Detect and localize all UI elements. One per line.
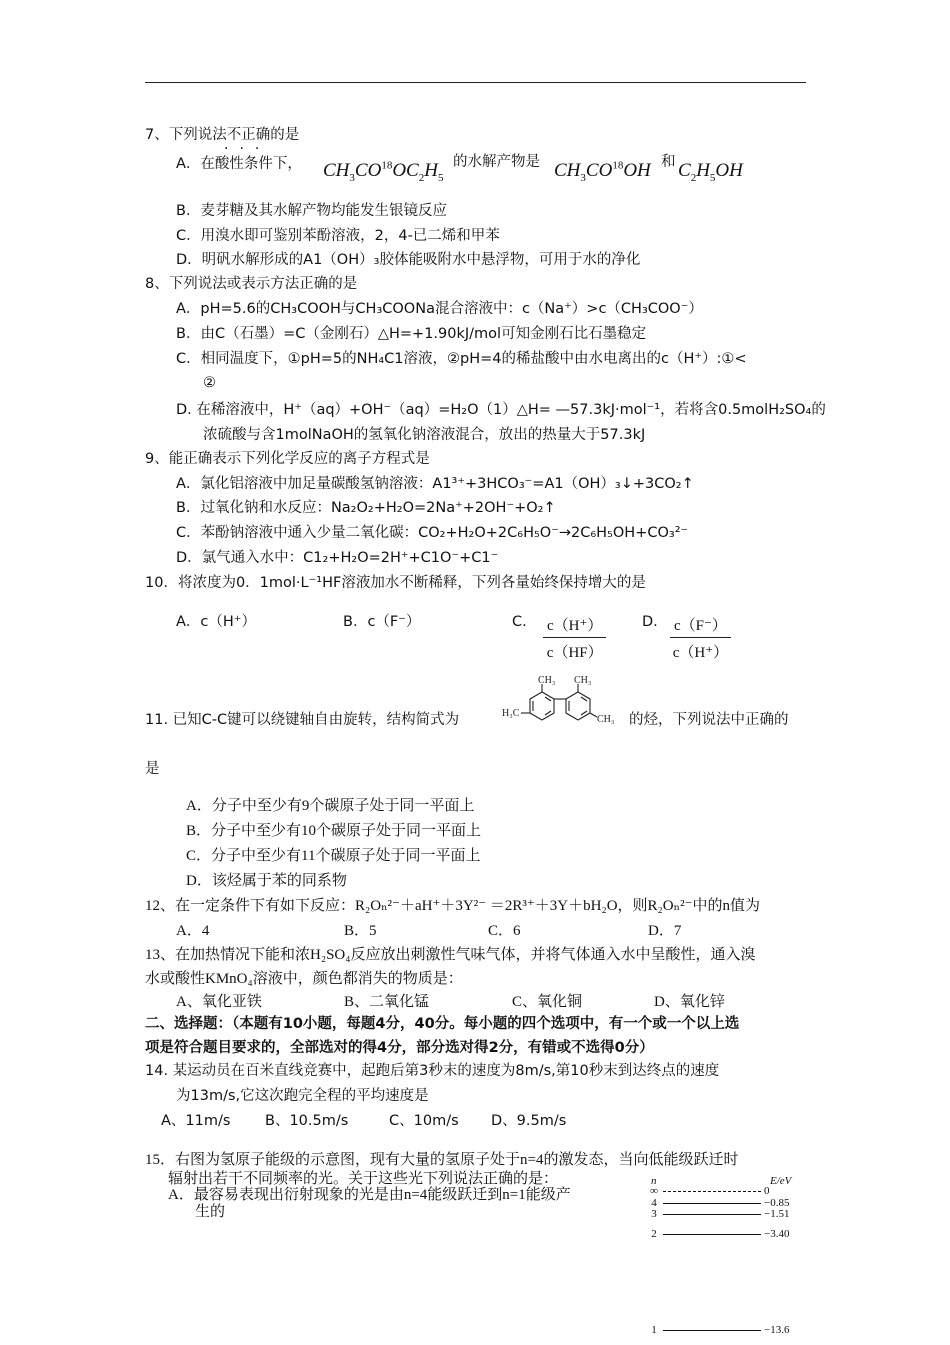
q14-option-c: C、10m/s xyxy=(389,1113,459,1129)
level-line xyxy=(663,1330,761,1331)
level-n: 2 xyxy=(651,1228,657,1240)
q11-option-b: B．分子中至少有10个碳原子处于同一平面上 xyxy=(186,823,482,839)
q10-option-b: B．c（F⁻） xyxy=(343,614,421,630)
energy-e-header: E/eV xyxy=(770,1175,792,1187)
q11-option-a: A．分子中至少有9个碳原子处于同一平面上 xyxy=(186,798,475,814)
energy-level xyxy=(648,1228,808,1240)
q7-option-a-and: 和 xyxy=(661,154,676,170)
q8-option-b: B．由C（石墨）=C（金刚石）△H=+1.90kJ/mol可知金刚石比石墨稳定 xyxy=(176,326,647,342)
q10-option-c-label: C. xyxy=(512,614,527,630)
level-line xyxy=(663,1191,761,1192)
emphasis-dots: ··· xyxy=(224,141,271,157)
q7-option-a-mid: 的水解产物是 xyxy=(453,154,540,170)
q10-option-a: A．c（H⁺） xyxy=(176,614,256,630)
q7-option-d: D．明矾水解形成的A1（OH）₃胶体能吸附水中悬浮物，可用于水的净化 xyxy=(176,252,641,268)
q7-option-b: B．麦芽糖及其水解产物均能发生银镜反应 xyxy=(176,203,447,219)
q9-stem: 9、能正确表示下列化学反应的离子方程式是 xyxy=(145,451,430,467)
level-energy: −3.40 xyxy=(764,1228,790,1240)
q14-stem-line2: 为13m/s,它这次跑完全程的平均速度是 xyxy=(176,1088,429,1104)
header-rule xyxy=(145,82,806,83)
q15-stem-line1: 15．右图为氢原子能级的示意图，现有大量的氢原子处于n=4的激发态，当向低能级跃迁时 xyxy=(145,1152,739,1168)
q12-option-b: B．5 xyxy=(344,923,377,939)
q10-c-numerator: c（H⁺） xyxy=(543,614,606,638)
q10-option-c-fraction xyxy=(543,614,606,662)
hydrogen-energy-diagram xyxy=(648,1175,808,1345)
q13-option-a: A、氧化亚铁 xyxy=(176,994,262,1010)
q14-option-a: A、11m/s xyxy=(161,1113,231,1129)
energy-n-header: n xyxy=(651,1175,657,1187)
level-line xyxy=(663,1203,761,1204)
struct-label-ch3-2: CH₃ xyxy=(574,675,592,686)
q8-option-c-line2: ② xyxy=(203,375,216,391)
q7-option-a-prefix: A．在酸性条件下， xyxy=(176,156,302,172)
q11-stem-suffix: 的烃，下列说法中正确的 xyxy=(629,712,789,728)
energy-level xyxy=(648,1185,808,1197)
q10-option-d-fraction xyxy=(670,614,731,662)
q8-option-c-line1: C．相同温度下，①pH=5的NH₄C1溶液，②pH=4的稀盐酸中由水电离出的c（H⁺）:①< xyxy=(176,351,747,367)
q12-option-d: D．7 xyxy=(648,923,682,939)
q11-stem-tail: 是 xyxy=(145,761,160,777)
q9-option-b: B．过氧化钠和水反应：Na₂O₂+H₂O=2Na⁺+2OH⁻+O₂↑ xyxy=(176,500,556,516)
q15-option-a-line1: A．最容易表现出衍射现象的光是由n=4能级跃迁到n=1能级产 xyxy=(168,1187,571,1203)
level-n: 4 xyxy=(651,1197,657,1209)
energy-level xyxy=(648,1324,808,1336)
section-2-heading-line1: 二、选择题：（本题有10小题，每题4分，40分。每小题的四个选项中，有一个或一个以上选 xyxy=(145,1016,740,1032)
q14-option-b: B、10.5m/s xyxy=(265,1113,349,1129)
q15-option-a-line2: 生的 xyxy=(195,1204,226,1220)
q11-option-c: C．分子中至少有11个碳原子处于同一平面上 xyxy=(186,848,481,864)
q8-option-d-line1: D. 在稀溶液中，H⁺（aq）+OH⁻（aq）=H₂O（1）△H= —57.3kJ·mol⁻¹，若将含0.5molH₂SO₄的 xyxy=(176,402,826,418)
q9-option-d: D．氯气通入水中：C1₂+H₂O=2H⁺+C1O⁻+C1⁻ xyxy=(176,550,499,566)
level-energy: −13.6 xyxy=(764,1324,790,1336)
q7-stem: 7、下列说法不正确的是 xyxy=(145,127,300,143)
q13-option-d: D、氧化锌 xyxy=(654,994,725,1010)
q10-d-numerator: c（F⁻） xyxy=(670,614,731,638)
level-line xyxy=(663,1234,761,1235)
q13-option-b: B、二氧化锰 xyxy=(344,994,430,1010)
q12-option-c: C．6 xyxy=(488,923,521,939)
q8-option-d-line2: 浓硫酸与含1molNaOH的氢氧化钠溶液混合，放出的热量大于57.3kJ xyxy=(203,427,646,443)
q13-stem-line2: 水或酸性KMnO₄溶液中，颜色都消失的物质是： xyxy=(145,971,463,987)
q14-option-d: D、9.5m/s xyxy=(491,1113,567,1129)
q13-stem-line1: 13、在加热情况下能和浓H₂SO₄反应放出刺激性气味气体，并将气体通入水中呈酸性，通入溴 xyxy=(145,947,756,963)
formula-ethanol: $C_2H_5OH$ xyxy=(678,160,743,184)
q10-stem: 10．将浓度为0．1mol·L⁻¹HF溶液加水不断稀释，下列各量始终保持增大的是 xyxy=(145,575,646,591)
section-2-heading-line2: 项是符合题目要求的，全部选对的得4分，部分选对得2分，有错或不选得0分） xyxy=(145,1040,654,1056)
energy-level xyxy=(648,1208,808,1220)
q7-option-c: C．用溴水即可鉴别苯酚溶液，2，4-已二烯和甲苯 xyxy=(176,228,500,244)
q9-option-a: A．氯化铝溶液中加足量碳酸氢钠溶液：A1³⁺+3HCO₃⁻=A1（OH）₃↓+3CO₂↑ xyxy=(176,476,694,492)
level-n: 1 xyxy=(651,1324,657,1336)
level-energy: −0.85 xyxy=(764,1197,790,1209)
struct-label-h3c: H₃C xyxy=(502,708,520,719)
q12-option-a: A．4 xyxy=(176,923,210,939)
level-n: 3 xyxy=(651,1208,657,1220)
q12-stem: 12、在一定条件下有如下反应：R₂Oₙ²⁻＋aH⁺＋3Y²⁻ ＝2R³⁺＋3Y＋bH₂O，则R₂Oₙ²⁻中的n值为 xyxy=(145,898,760,914)
q15-stem-line2: 辐射出若干不同频率的光。关于这些光下列说法正确的是： xyxy=(168,1171,559,1187)
q11-stem-prefix: 11. 已知C-C键可以绕键轴自由旋转，结构简式为 xyxy=(145,712,460,728)
level-n: ∞ xyxy=(650,1185,658,1197)
q8-stem: 8、下列说法或表示方法正确的是 xyxy=(145,276,358,292)
struct-label-ch3-1: CH₃ xyxy=(538,675,556,686)
dimethylbiphenyl-structure xyxy=(500,672,628,732)
level-energy: −1.51 xyxy=(764,1208,790,1220)
q14-stem-line1: 14. 某运动员在百米直线竞赛中，起跑后第3秒末的速度为8m/s,第10秒末到达终点的速度 xyxy=(145,1063,720,1079)
q8-option-a: A．pH=5.6的CH₃COOH与CH₃COONa混合溶液中：c（Na⁺）>c（CH₃COO⁻） xyxy=(176,301,703,317)
q10-d-denominator: c（H⁺） xyxy=(672,645,729,661)
q10-option-d-label: D. xyxy=(642,614,658,630)
q11-option-d: D．该烃属于苯的同系物 xyxy=(186,873,347,889)
formula-ester: $CH_3CO^{18}OC_2H_5$ xyxy=(323,159,444,184)
q9-option-c: C．苯酚钠溶液中通入少量二氧化碳：CO₂+H₂O+2C₆H₅O⁻→2C₆H₅OH+CO₃²⁻ xyxy=(176,525,689,541)
level-line xyxy=(663,1214,761,1215)
q13-option-c: C、氧化铜 xyxy=(512,994,583,1010)
struct-label-ch3-3: CH₃ xyxy=(597,714,615,725)
formula-acid: $CH_3CO^{18}OH$ xyxy=(554,159,651,184)
q10-c-denominator: c（HF） xyxy=(546,645,603,661)
level-energy: 0 xyxy=(764,1185,770,1197)
